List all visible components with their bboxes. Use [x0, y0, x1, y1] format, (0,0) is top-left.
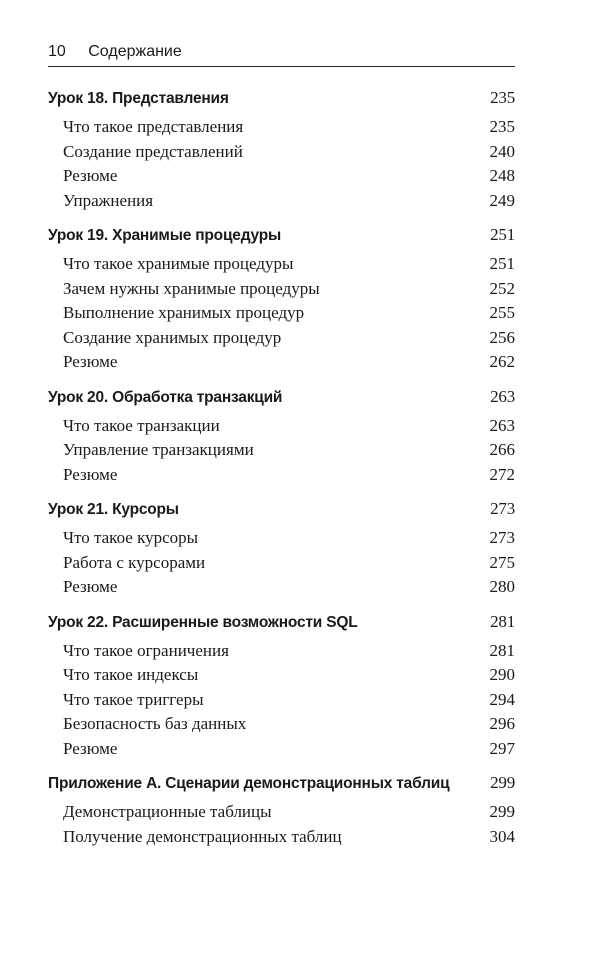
entry-page-number: 304 — [489, 826, 515, 846]
chapter-page-number: 263 — [490, 386, 515, 406]
chapter-heading — [48, 610, 515, 634]
entry-title: Безопасность баз данных — [63, 714, 247, 733]
toc-entry — [48, 438, 515, 463]
entry-title: Резюме — [63, 166, 118, 185]
toc-entry — [48, 252, 515, 277]
toc-entry — [48, 825, 515, 850]
toc-entry — [48, 189, 515, 214]
entry-title: Зачем нужны хранимые процедуры — [63, 278, 320, 298]
entry-page-number: 296 — [489, 714, 515, 733]
toc-entry — [48, 800, 515, 825]
chapter-page-number: 273 — [490, 499, 515, 518]
entry-page-number: 273 — [489, 528, 515, 547]
chapter-heading — [48, 86, 515, 110]
chapter-page-number: 251 — [490, 225, 515, 244]
entry-page-number: 294 — [489, 689, 515, 709]
entry-title: Демонстрационные таблицы — [63, 802, 272, 821]
toc-entry — [48, 526, 515, 551]
entry-page-number: 251 — [489, 254, 515, 273]
entry-title: Работа с курсорами — [63, 552, 206, 572]
toc-entry — [48, 140, 515, 165]
chapter-title: Урок 19. Хранимые процедуры — [48, 227, 282, 244]
chapter-heading — [48, 497, 515, 521]
entry-page-number: 235 — [489, 117, 515, 136]
entry-page-number: 266 — [489, 440, 515, 459]
entry-page-number: 240 — [489, 141, 515, 161]
entry-title: Создание представлений — [63, 141, 243, 161]
page-number: 10 — [48, 43, 66, 60]
toc-chapter — [48, 771, 515, 849]
entry-page-number: 290 — [489, 665, 515, 684]
entry-title: Что такое ограничения — [63, 640, 229, 660]
entry-title: Создание хранимых процедур — [63, 327, 282, 347]
toc-entry — [48, 639, 515, 664]
entry-page-number: 252 — [489, 278, 515, 298]
entry-page-number: 255 — [489, 303, 515, 322]
entry-page-number: 249 — [489, 190, 515, 210]
entry-title: Что такое транзакции — [63, 415, 220, 435]
toc-entry — [48, 277, 515, 302]
entry-title: Управление транзакциями — [63, 440, 254, 459]
chapter-heading — [48, 771, 515, 795]
entry-page-number: 262 — [489, 352, 515, 371]
entry-page-number: 272 — [489, 464, 515, 484]
entry-page-number: 299 — [489, 802, 515, 821]
toc-entry — [48, 414, 515, 439]
toc-chapter — [48, 223, 515, 375]
entry-page-number: 281 — [489, 640, 515, 660]
chapter-title: Урок 18. Представления — [48, 90, 229, 107]
toc-entry — [48, 575, 515, 600]
entry-title: Что такое индексы — [63, 665, 199, 684]
chapter-page-number: 281 — [490, 611, 515, 631]
toc-entry — [48, 551, 515, 576]
toc-chapter — [48, 385, 515, 488]
chapter-title: Урок 20. Обработка транзакций — [48, 388, 283, 406]
toc-entry — [48, 688, 515, 713]
entry-page-number: 280 — [489, 577, 515, 596]
entry-page-number: 297 — [489, 738, 515, 758]
entry-title: Резюме — [63, 738, 118, 758]
entry-page-number: 275 — [489, 552, 515, 572]
entry-title: Резюме — [63, 464, 118, 484]
entry-title: Что такое представления — [63, 117, 244, 136]
toc-entry — [48, 115, 515, 140]
chapter-title: Урок 21. Курсоры — [48, 501, 179, 518]
toc-entry — [48, 350, 515, 375]
chapter-page-number: 235 — [490, 88, 515, 107]
chapter-heading — [48, 223, 515, 247]
toc-entry — [48, 164, 515, 189]
chapter-title: Приложение А. Сценарии демонстрационных таблиц — [48, 775, 450, 792]
toc-entry — [48, 737, 515, 762]
toc-chapter — [48, 86, 515, 213]
chapter-page-number: 299 — [490, 773, 515, 792]
entry-title: Резюме — [63, 352, 118, 371]
toc-entry — [48, 712, 515, 737]
toc-entry — [48, 663, 515, 688]
table-of-contents — [48, 86, 515, 859]
entry-page-number: 263 — [489, 415, 515, 435]
page-header — [48, 40, 515, 67]
entry-title: Упражнения — [63, 190, 154, 210]
entry-title: Выполнение хранимых процедур — [63, 303, 305, 322]
entry-page-number: 248 — [489, 166, 515, 185]
entry-title: Что такое триггеры — [63, 689, 204, 709]
toc-chapter — [48, 610, 515, 762]
toc-entry — [48, 463, 515, 488]
running-head-title: Содержание — [88, 43, 182, 60]
toc-entry — [48, 326, 515, 351]
entry-title: Что такое курсоры — [63, 528, 199, 547]
entry-title: Что такое хранимые процедуры — [63, 254, 294, 273]
toc-entry — [48, 301, 515, 326]
entry-title: Резюме — [63, 577, 118, 596]
toc-chapter — [48, 497, 515, 600]
chapter-title: Урок 22. Расширенные возможности SQL — [48, 613, 358, 631]
entry-title: Получение демонстрационных таблиц — [63, 826, 342, 846]
entry-page-number: 256 — [489, 327, 515, 347]
chapter-heading — [48, 385, 515, 409]
